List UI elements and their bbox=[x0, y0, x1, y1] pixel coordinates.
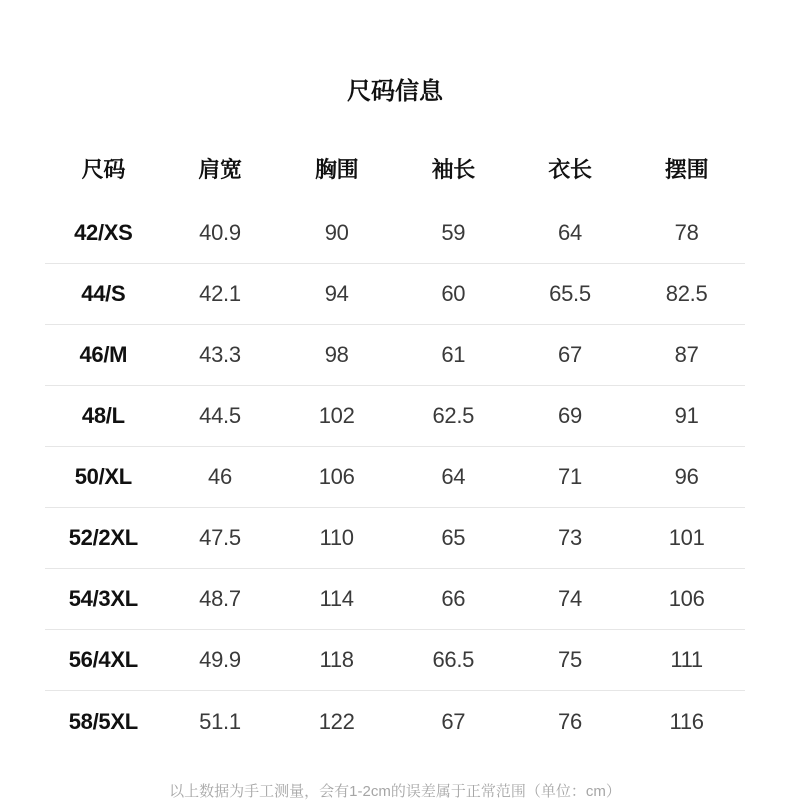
table-header-row bbox=[45, 136, 745, 200]
table-row bbox=[45, 386, 745, 447]
cell-sleeve: 59 bbox=[441, 220, 466, 245]
cell-size: 58/5XL bbox=[68, 708, 138, 734]
cell-size: 44/S bbox=[81, 281, 126, 306]
cell-length: 74 bbox=[558, 586, 582, 611]
table-body bbox=[45, 203, 745, 752]
cell-sleeve: 65 bbox=[441, 525, 466, 550]
header-cell-sleeve: 袖长 bbox=[431, 156, 475, 182]
cell-shoulder: 46 bbox=[208, 464, 232, 489]
table-row bbox=[45, 325, 745, 386]
cell-sleeve: 67 bbox=[441, 708, 466, 734]
cell-shoulder: 40.9 bbox=[199, 220, 241, 245]
cell-chest: 102 bbox=[318, 403, 355, 428]
cell-chest: 90 bbox=[324, 220, 349, 245]
cell-sleeve: 66 bbox=[441, 586, 466, 611]
cell-size: 56/4XL bbox=[68, 647, 138, 672]
cell-size: 42/XS bbox=[74, 220, 133, 245]
cell-hem: 106 bbox=[668, 586, 705, 611]
cell-hem: 101 bbox=[668, 525, 705, 550]
cell-length: 65.5 bbox=[549, 281, 591, 306]
cell-chest: 98 bbox=[324, 342, 349, 367]
header-cell-hem: 摆围 bbox=[664, 156, 709, 182]
cell-shoulder: 44.5 bbox=[199, 403, 241, 428]
header-cell-length: 衣长 bbox=[548, 156, 592, 182]
table-row bbox=[45, 691, 745, 752]
cell-size: 54/3XL bbox=[68, 586, 138, 611]
table-row bbox=[45, 508, 745, 569]
size-table bbox=[45, 136, 745, 752]
cell-shoulder: 48.7 bbox=[199, 586, 241, 611]
cell-hem: 78 bbox=[674, 220, 699, 245]
cell-size: 50/XL bbox=[74, 464, 132, 489]
cell-length: 64 bbox=[558, 220, 582, 245]
cell-chest: 114 bbox=[319, 586, 354, 611]
cell-length: 73 bbox=[558, 525, 582, 550]
cell-size: 52/2XL bbox=[68, 525, 138, 550]
table-row bbox=[45, 630, 745, 691]
table-row bbox=[45, 447, 745, 508]
header-cell-size: 尺码 bbox=[81, 156, 126, 182]
cell-hem: 96 bbox=[674, 464, 699, 489]
cell-chest: 94 bbox=[324, 281, 349, 306]
cell-sleeve: 62.5 bbox=[432, 403, 475, 428]
cell-chest: 122 bbox=[318, 708, 355, 734]
cell-chest: 110 bbox=[319, 525, 354, 550]
cell-shoulder: 43.3 bbox=[199, 342, 241, 367]
header-cell-chest: 胸围 bbox=[314, 156, 359, 182]
table-row bbox=[45, 203, 745, 264]
cell-sleeve: 66.5 bbox=[432, 647, 475, 672]
cell-hem: 111 bbox=[670, 647, 703, 672]
cell-sleeve: 61 bbox=[441, 342, 466, 367]
cell-length: 67 bbox=[558, 342, 582, 367]
cell-hem: 91 bbox=[674, 403, 699, 428]
cell-hem: 116 bbox=[669, 708, 704, 734]
cell-shoulder: 47.5 bbox=[199, 525, 241, 550]
cell-shoulder: 49.9 bbox=[199, 647, 241, 672]
cell-hem: 82.5 bbox=[665, 281, 708, 306]
measurement-footnote: 以上数据为手工测量，会有1-2cm的误差属于正常范围（单位：cm） bbox=[169, 783, 621, 800]
cell-chest: 118 bbox=[319, 647, 354, 672]
cell-sleeve: 60 bbox=[441, 281, 466, 306]
table-row bbox=[45, 569, 745, 630]
table-row bbox=[45, 264, 745, 325]
cell-length: 69 bbox=[558, 403, 582, 428]
cell-hem: 87 bbox=[674, 342, 699, 367]
cell-shoulder: 51.1 bbox=[199, 708, 241, 734]
cell-size: 48/L bbox=[81, 403, 125, 428]
cell-length: 75 bbox=[558, 647, 582, 672]
page-title: 尺码信息 bbox=[347, 78, 443, 105]
cell-chest: 106 bbox=[318, 464, 355, 489]
cell-sleeve: 64 bbox=[441, 464, 466, 489]
cell-length: 71 bbox=[558, 464, 582, 489]
header-cell-shoulder: 肩宽 bbox=[198, 156, 242, 182]
cell-length: 76 bbox=[558, 708, 582, 734]
cell-size: 46/M bbox=[79, 342, 128, 367]
cell-shoulder: 42.1 bbox=[199, 281, 241, 306]
